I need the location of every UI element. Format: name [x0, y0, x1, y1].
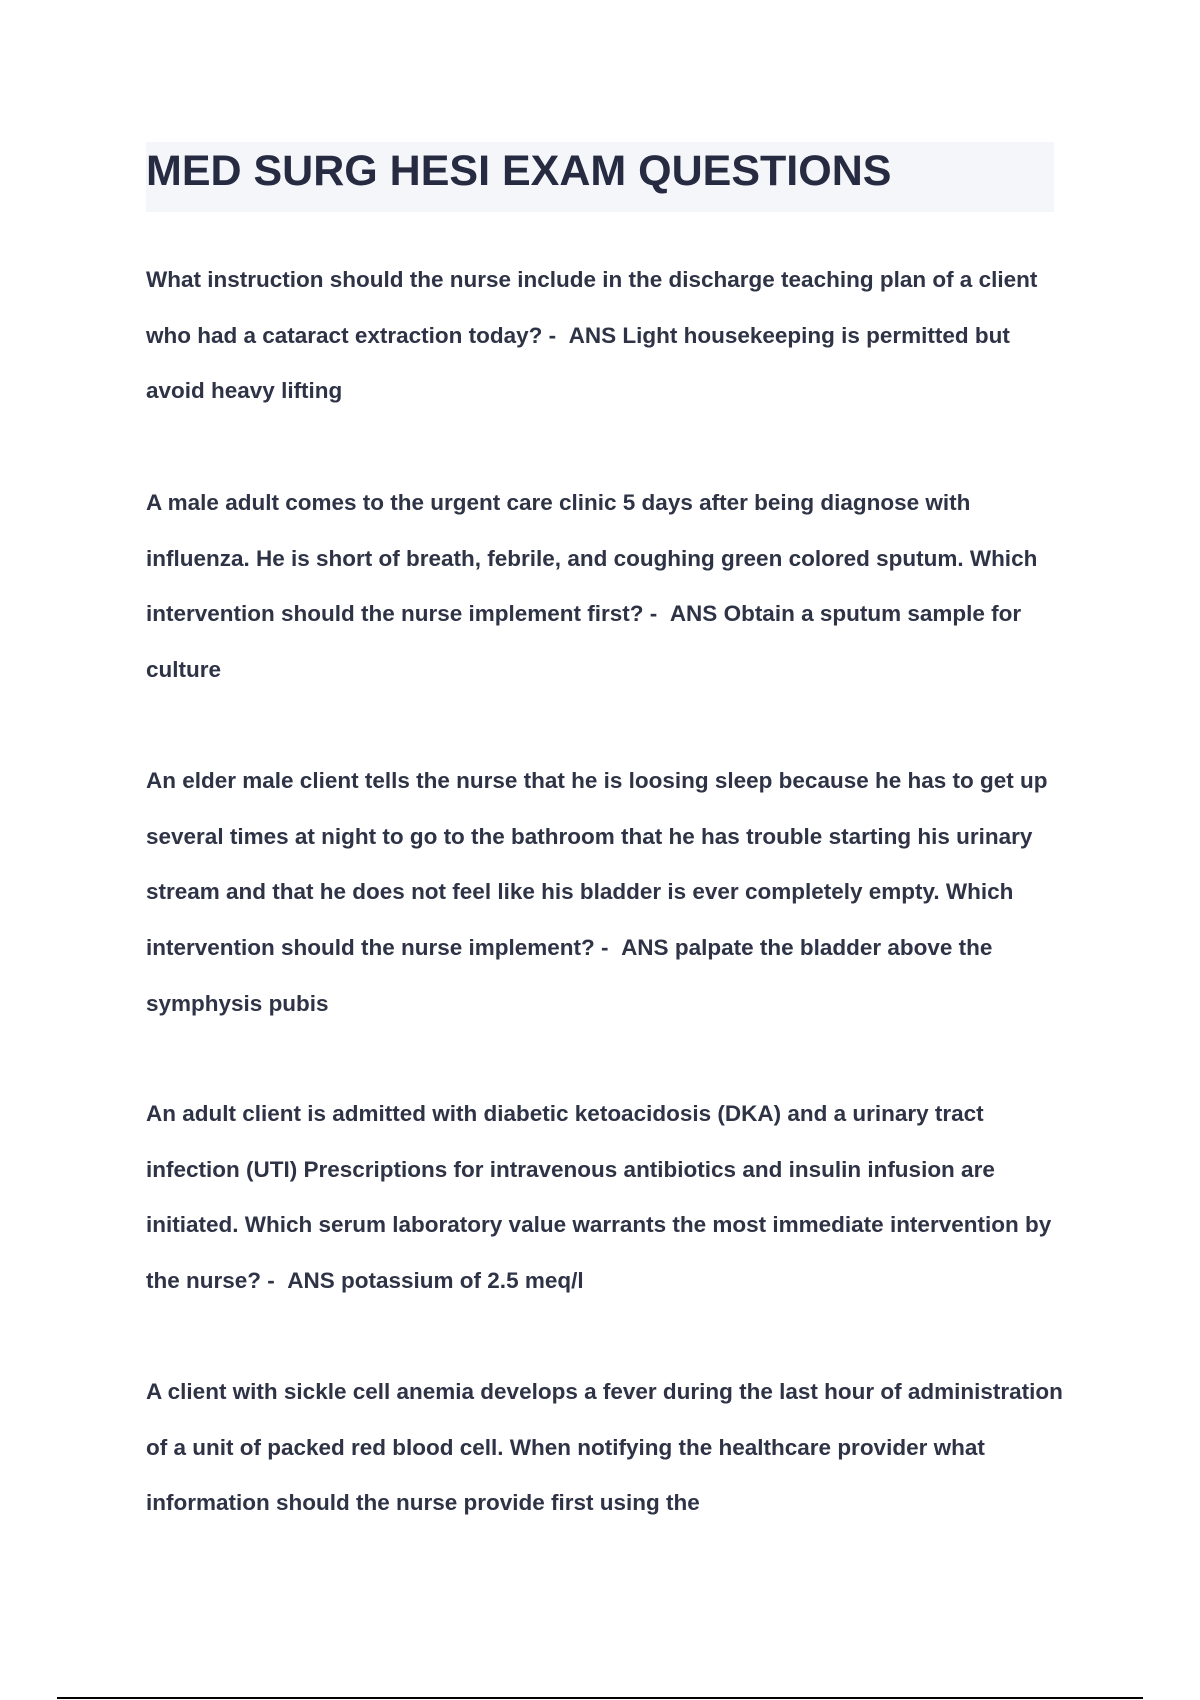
question-text: What instruction should the nurse include in the discharge teaching plan of a client who had a cataract extraction today? -: [146, 267, 1038, 348]
page-title: MED SURG HESI EXAM QUESTIONS: [146, 147, 892, 195]
qa-item-3: [146, 753, 1066, 1032]
question-text: A client with sickle cell anemia develops a fever during the last hour of administration of a unit of packed red blood cell. When notifying the healthcare provider what information should the nurse provide first using the: [146, 1379, 1063, 1516]
question-text: A male adult comes to the urgent care clinic 5 days after being diagnose with influenza. He is short of breath, febrile, and coughing green colored sputum. Which intervention should the nurse implement first? -: [146, 490, 1038, 627]
qa-item-5: [146, 1364, 1066, 1531]
answer-text: ANS potassium of 2.5 meq/l: [287, 1268, 584, 1294]
question-text: An elder male client tells the nurse that he is loosing sleep because he has to get up several times at night to go to the bathroom that he has trouble starting his urinary stream and that he does not feel like his bladder is ever completely empty. Which intervention should the nurse implement? -: [146, 768, 1048, 961]
qa-item-1: [146, 252, 1066, 419]
answer-text: ANS palpate the bladder above the symphysis pubis: [146, 935, 993, 1016]
answer-text: ANS Obtain a sputum sample for culture: [146, 601, 1022, 683]
qa-item-4: [146, 1086, 1066, 1309]
question-text: An adult client is admitted with diabetic ketoacidosis (DKA) and a urinary tract infection (UTI) Prescriptions for intravenous antibiotics and insulin infusion are initiated. Which serum laboratory value warrants the most immediate intervention by the nurse? -: [146, 1101, 1052, 1294]
answer-text: ANS Light housekeeping is permitted but avoid heavy lifting: [146, 322, 1010, 404]
qa-item-2: [146, 475, 1066, 698]
footer-rule: [57, 1697, 1143, 1699]
